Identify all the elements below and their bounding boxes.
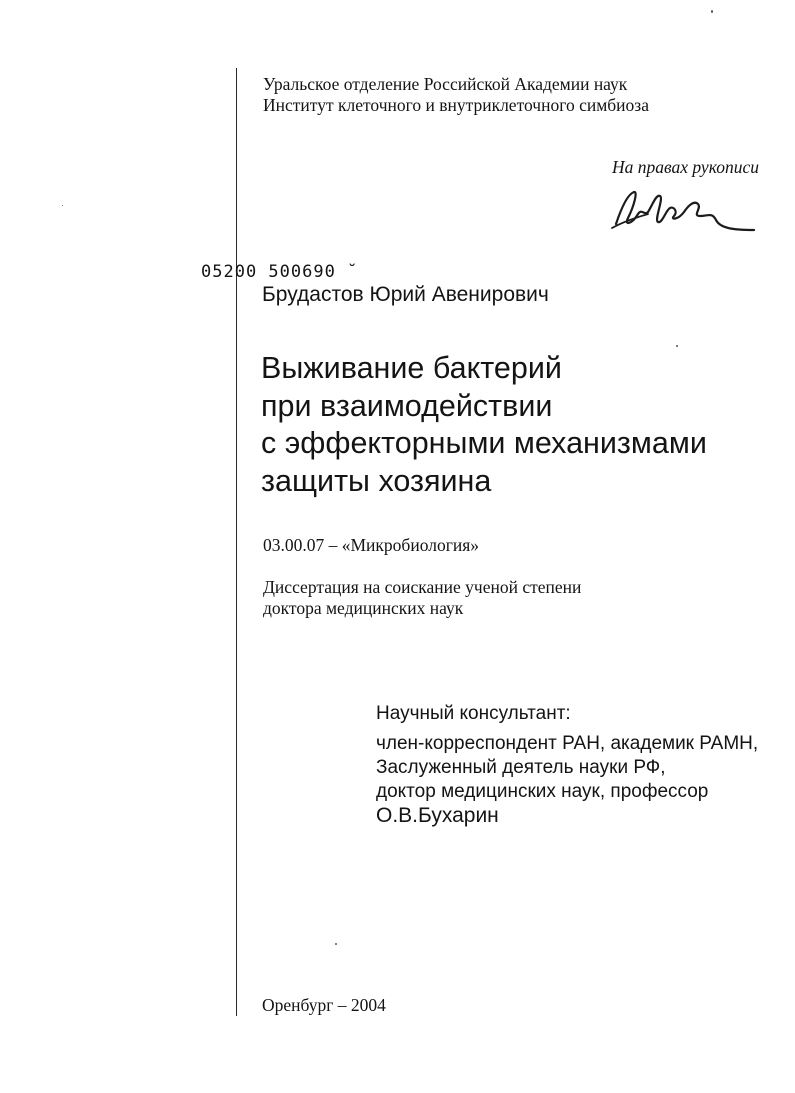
scan-speck [335, 943, 337, 945]
title-line: с эффекторными механизмами [261, 426, 707, 460]
organization-header [263, 74, 649, 116]
consultant-title-line: член-корреспондент РАН, академик РАМН, [376, 733, 759, 754]
degree-line: Диссертация на соискание ученой степени [263, 577, 582, 597]
scan-speck [676, 345, 678, 347]
consultant-heading: Научный консультант: [376, 703, 571, 724]
scientific-consultant-block [376, 702, 758, 828]
dissertation-title [261, 350, 707, 500]
binding-margin-line [236, 68, 237, 1016]
title-line: защиты хозяина [261, 463, 492, 498]
degree-statement [263, 577, 581, 619]
consultant-title-line: Заслуженный деятель науки РФ, [376, 757, 666, 778]
title-line: Выживание бактерий [261, 351, 562, 385]
consultant-title-line: доктор медицинских наук, профессор [376, 781, 709, 802]
author-name: Брудастов Юрий Авенирович [262, 283, 549, 306]
handwritten-signature [608, 186, 756, 240]
rights-notice: На правах рукописи [612, 157, 759, 177]
scan-speck [711, 10, 713, 13]
city-and-year: Оренбург – 2004 [262, 995, 386, 1015]
degree-line: доктора медицинских наук [263, 598, 464, 618]
specialty-code: 03.00.07 – «Микробиология» [263, 535, 480, 555]
institute-name: Институт клеточного и внутриклеточного симбиоза [263, 95, 649, 115]
organization-name: Уральское отделение Российской Академии наук [263, 74, 628, 94]
consultant-name: О.В.Бухарин [376, 804, 499, 827]
title-line: при взаимодействии [261, 388, 553, 423]
scan-speck [62, 205, 63, 206]
archive-stamp-number: 05200 500690 ˘ [201, 262, 359, 282]
